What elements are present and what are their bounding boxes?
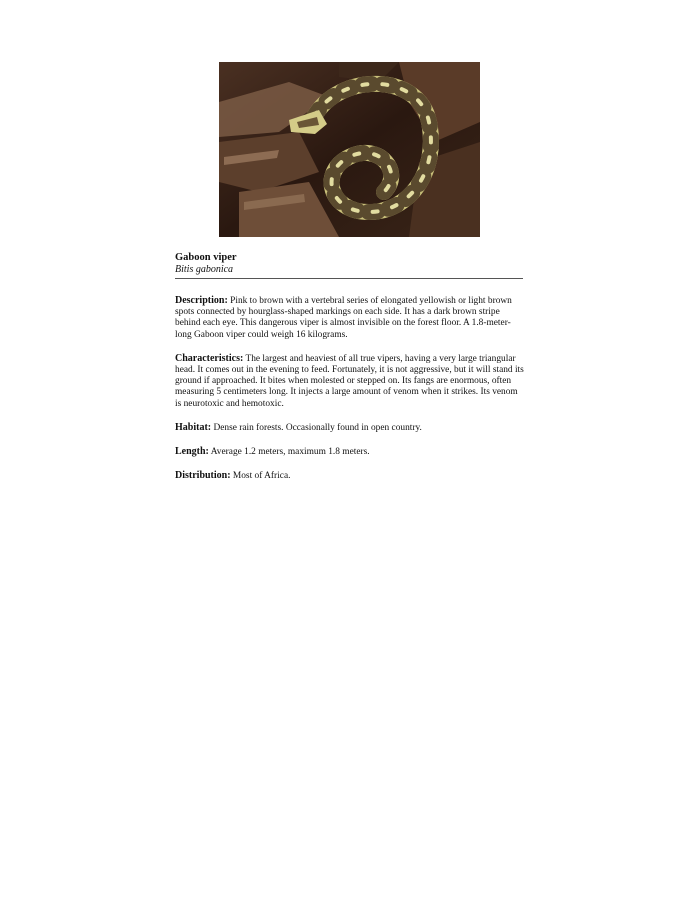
length-label: Length:: [175, 446, 209, 458]
characteristics-label: Characteristics:: [175, 352, 244, 364]
species-header: [175, 252, 523, 276]
length-paragraph: [175, 446, 525, 458]
distribution-paragraph: [175, 470, 525, 482]
gaboon-viper-photo: [219, 62, 480, 237]
description-label: Description:: [175, 295, 228, 306]
scientific-name: Bitis gabonica: [175, 264, 234, 275]
common-name: Gaboon viper: [175, 252, 237, 263]
length-text: Average 1.2 meters, maximum 1.8 meters.: [210, 447, 370, 458]
species-details: [175, 295, 525, 494]
habitat-text: Dense rain forests. Occasionally found in open country.: [213, 422, 422, 433]
characteristics-text: The largest and heaviest of all true vipers, having a very large triangular head. It comes out in the evening to feed. Fortunately, it is not aggressive, but it will stand its ground if approached. It bites when molested or stepped on. Its fangs are enormous, often measuring 5 centimeters long. It injects a large amount of venom when it strikes. Its venom is neurotoxic and hemotoxic.: [175, 353, 524, 409]
characteristics-paragraph: [175, 353, 525, 410]
habitat-label: Habitat:: [175, 421, 212, 433]
distribution-text: Most of Africa.: [232, 471, 291, 482]
habitat-paragraph: [175, 422, 525, 434]
divider: [175, 278, 523, 279]
description-paragraph: [175, 295, 525, 341]
distribution-label: Distribution:: [175, 470, 231, 482]
snake-image: [219, 62, 480, 237]
description-text: Pink to brown with a vertebral series of elongated yellowish or light brown spots connected by hourglass-shaped markings on each side. It has a dark brown stripe behind each eye. This dangerous viper is almost invisible on the forest floor. A 1.8-meter-long Gaboon viper could weigh 16 kilograms.: [175, 296, 512, 340]
